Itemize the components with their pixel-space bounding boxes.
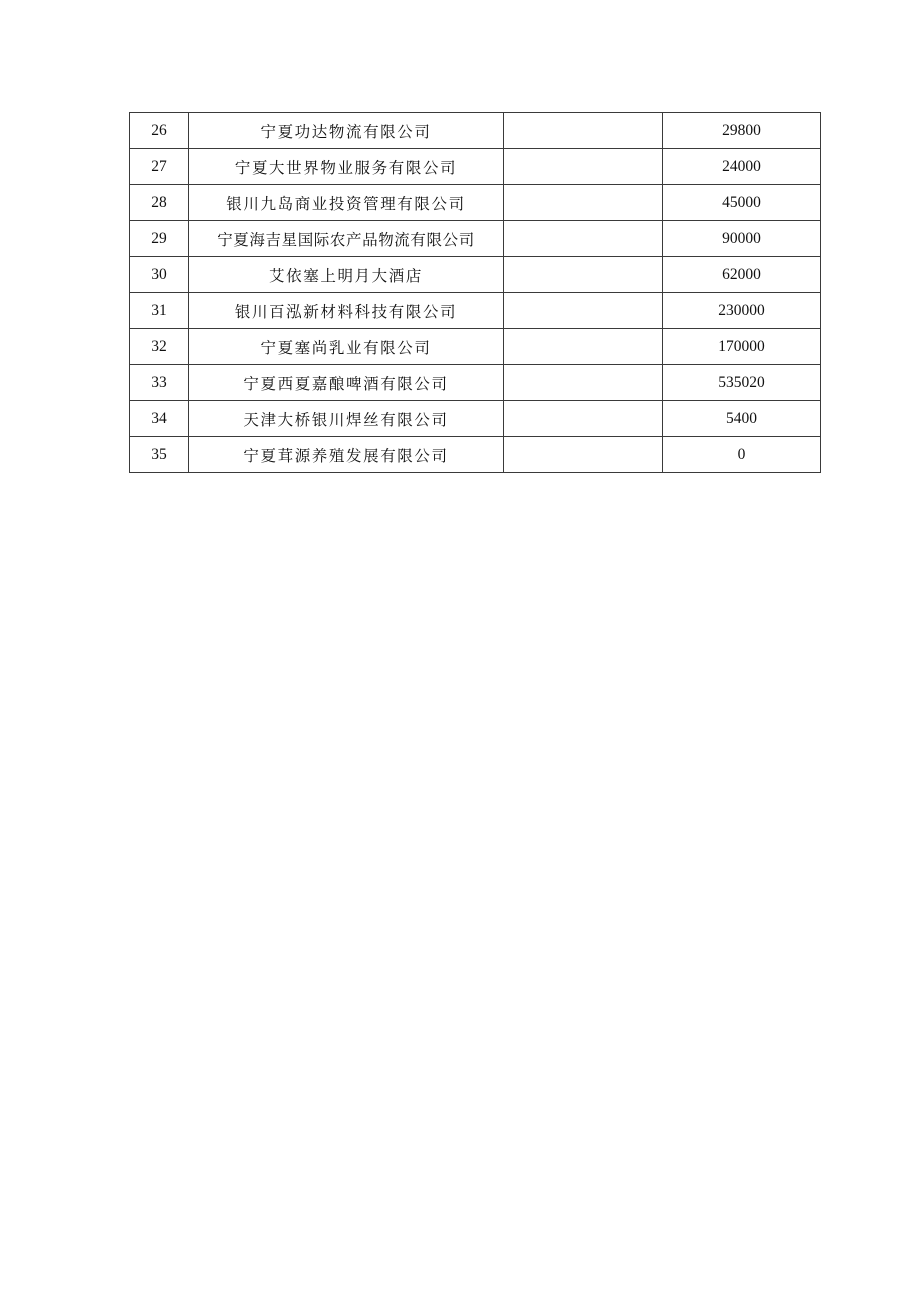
company-name-cell: 宁夏茸源养殖发展有限公司	[189, 437, 504, 473]
row-number-cell: 31	[130, 293, 189, 329]
company-name-cell: 宁夏海吉星国际农产品物流有限公司	[189, 221, 504, 257]
company-name-cell: 宁夏功达物流有限公司	[189, 113, 504, 149]
table-row	[130, 365, 821, 401]
company-name-cell: 天津大桥银川焊丝有限公司	[189, 401, 504, 437]
amount-cell: 24000	[663, 149, 821, 185]
empty-cell	[504, 221, 663, 257]
row-number-cell: 35	[130, 437, 189, 473]
table-row	[130, 221, 821, 257]
company-name-cell: 宁夏大世界物业服务有限公司	[189, 149, 504, 185]
row-number-cell: 28	[130, 185, 189, 221]
row-number-cell: 29	[130, 221, 189, 257]
empty-cell	[504, 149, 663, 185]
amount-cell: 0	[663, 437, 821, 473]
company-amount-table	[129, 112, 821, 473]
company-name-cell: 艾依塞上明月大酒店	[189, 257, 504, 293]
company-name-cell: 银川九岛商业投资管理有限公司	[189, 185, 504, 221]
amount-cell: 170000	[663, 329, 821, 365]
company-name-cell: 宁夏塞尚乳业有限公司	[189, 329, 504, 365]
table-row	[130, 401, 821, 437]
row-number-cell: 34	[130, 401, 189, 437]
table-row	[130, 329, 821, 365]
row-number-cell: 30	[130, 257, 189, 293]
empty-cell	[504, 437, 663, 473]
company-name-cell: 银川百泓新材料科技有限公司	[189, 293, 504, 329]
empty-cell	[504, 365, 663, 401]
amount-cell: 90000	[663, 221, 821, 257]
table-row	[130, 113, 821, 149]
row-number-cell: 27	[130, 149, 189, 185]
amount-cell: 230000	[663, 293, 821, 329]
table-row	[130, 185, 821, 221]
empty-cell	[504, 401, 663, 437]
amount-cell: 5400	[663, 401, 821, 437]
empty-cell	[504, 185, 663, 221]
amount-cell: 62000	[663, 257, 821, 293]
amount-cell: 29800	[663, 113, 821, 149]
empty-cell	[504, 113, 663, 149]
table-row	[130, 149, 821, 185]
empty-cell	[504, 293, 663, 329]
empty-cell	[504, 329, 663, 365]
row-number-cell: 32	[130, 329, 189, 365]
amount-cell: 535020	[663, 365, 821, 401]
amount-cell: 45000	[663, 185, 821, 221]
empty-cell	[504, 257, 663, 293]
table-row	[130, 437, 821, 473]
row-number-cell: 26	[130, 113, 189, 149]
company-name-cell: 宁夏西夏嘉酿啤酒有限公司	[189, 365, 504, 401]
table-row	[130, 293, 821, 329]
table-body	[130, 113, 821, 473]
row-number-cell: 33	[130, 365, 189, 401]
table-row	[130, 257, 821, 293]
